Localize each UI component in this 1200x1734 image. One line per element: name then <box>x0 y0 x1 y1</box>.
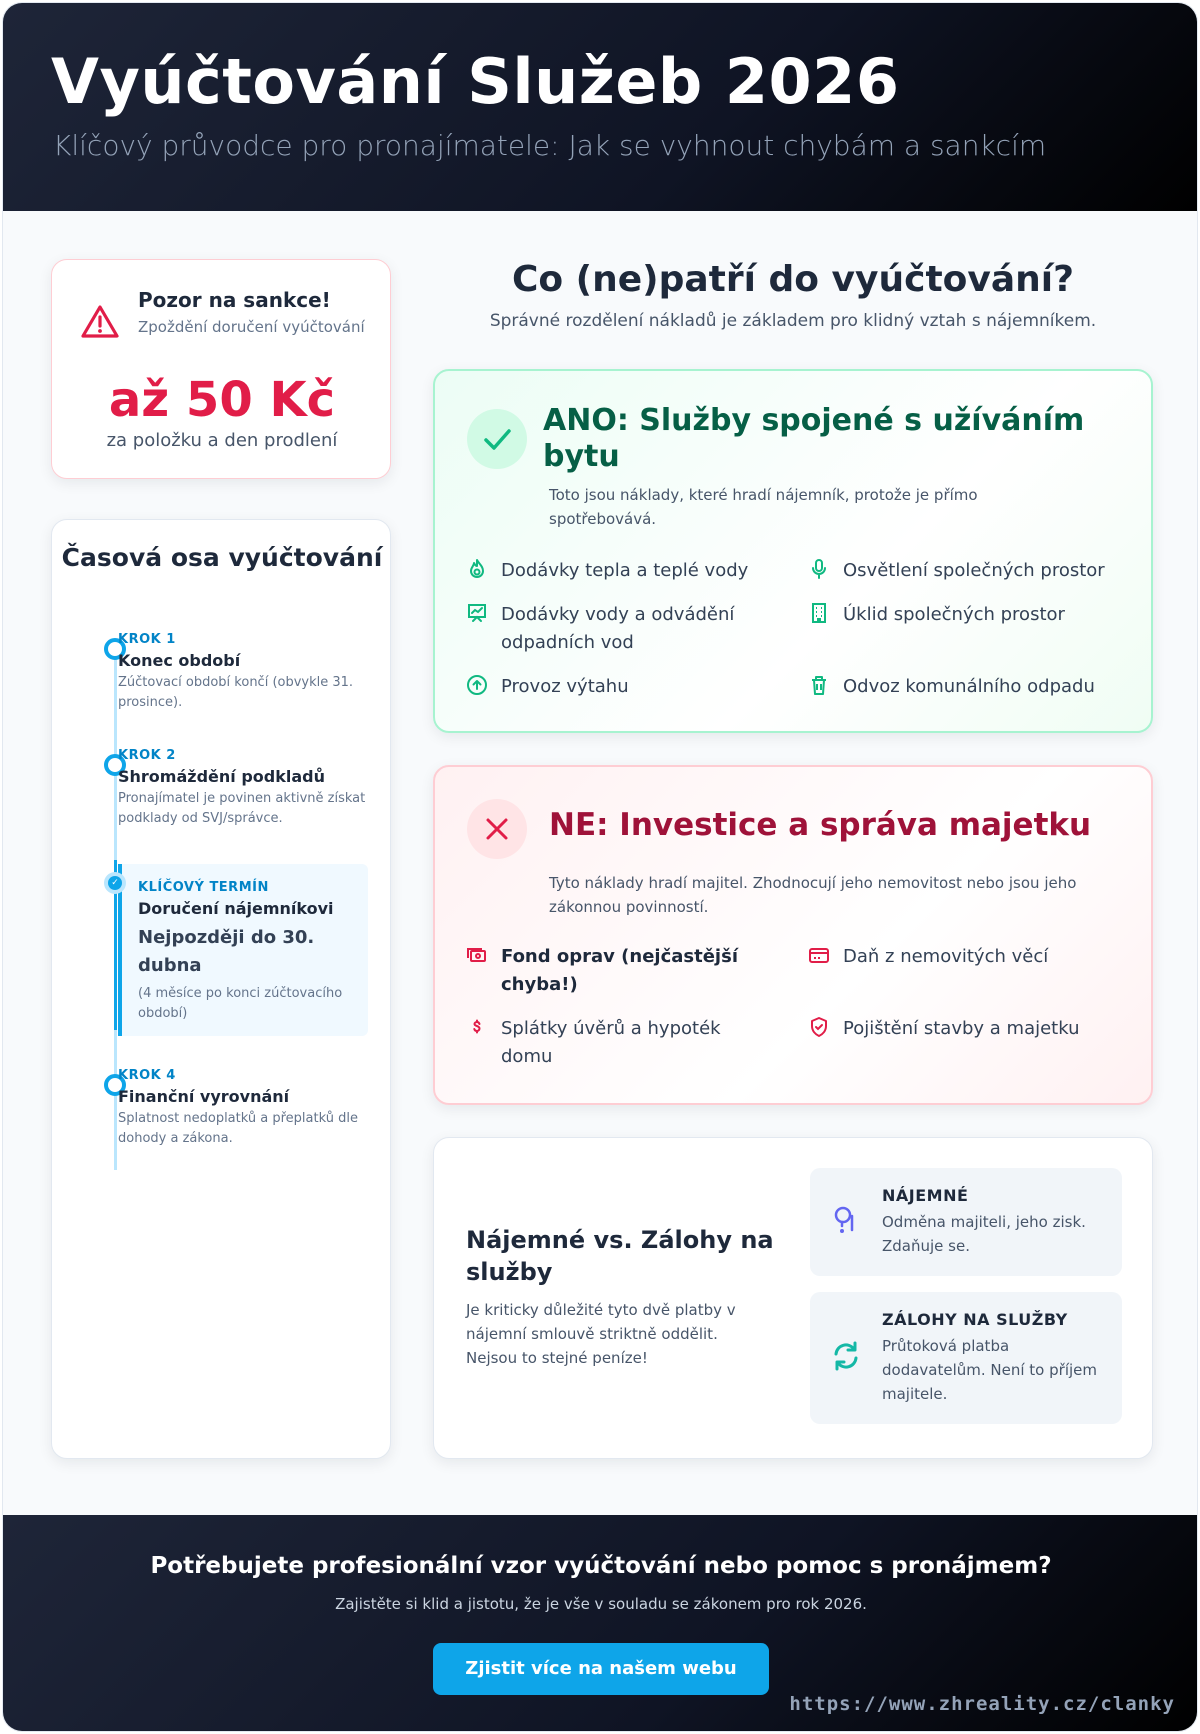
no-item <box>807 1015 1127 1043</box>
flame-icon <box>465 557 489 581</box>
rent-box-description: Odměna majiteli, jeho zisk. Zdaňuje se. <box>882 1213 1086 1255</box>
check-badge <box>467 409 527 469</box>
step-title: Doručení nájemníkovi <box>138 899 334 918</box>
deposits-box-description: Průtoková platba dodavatelům. Není to příjem majitele. <box>882 1337 1097 1403</box>
deposits-box <box>810 1292 1122 1424</box>
yes-description: Toto jsou náklady, které hradí nájemník, protože je přímo spotřebovává. <box>549 486 978 528</box>
section-subtitle: Správné rozdělení nákladů je základem pro klidný vztah s nájemníkem. <box>489 311 1097 331</box>
yes-card <box>433 369 1153 733</box>
timeline-step <box>118 1068 368 1149</box>
check-icon <box>467 409 527 469</box>
footer <box>3 1515 1198 1732</box>
trash-icon <box>807 673 831 697</box>
no-description: Tyto náklady hradí majitel. Zhodnocují jeho nemovitost nebo jsou jeho zákonnou povinností. <box>549 874 1077 916</box>
footer-title: Potřebujete profesionální vzor vyúčtování nebo pomoc s pronájmem? <box>150 1553 1052 1579</box>
timeline-card <box>51 519 391 1459</box>
deadline-highlight: Nejpozději do 30. dubna <box>138 927 315 976</box>
arrow-up-circle-icon <box>465 673 489 697</box>
sanction-card <box>51 259 391 479</box>
key-deadline-box <box>118 864 368 1036</box>
chart-board-icon <box>465 601 489 625</box>
header <box>3 3 1198 211</box>
step-description: Splatnost nedoplatků a přeplatků dle dohody a zákona. <box>118 1111 358 1146</box>
no-item-label: Splátky úvěrů a hypoték domu <box>501 1018 721 1067</box>
yes-item <box>807 601 1127 629</box>
yes-item-label: Dodávky tepla a teplé vody <box>501 560 749 581</box>
timeline-title: Časová osa vyúčtování <box>61 543 383 572</box>
rent-box <box>810 1168 1122 1276</box>
timeline-step <box>118 632 368 713</box>
rent-description: Je kriticky důležité tyto dvě platby v nájemní smlouvě striktně oddělit. Nejsou to stejné peníze! <box>466 1301 736 1367</box>
deposits-box-title: ZÁLOHY NA SLUŽBY <box>882 1310 1068 1329</box>
money-stack-icon <box>465 943 489 967</box>
no-item <box>465 1015 765 1071</box>
close-icon <box>467 799 527 859</box>
yes-item <box>465 601 765 657</box>
step-kicker: KLÍČOVÝ TERMÍN <box>138 880 269 895</box>
no-item <box>807 943 1127 971</box>
step-description: Zúčtovací období končí (obvykle 31. prosince). <box>118 675 354 710</box>
no-item-label: Daň z nemovitých věcí <box>843 946 1049 967</box>
timeline-step <box>118 748 368 829</box>
credit-card-icon <box>807 943 831 967</box>
footer-subtitle: Zajistěte si klid a jistotu, že je vše v souladu se zákonem pro rok 2026. <box>335 1595 867 1613</box>
yes-item-label: Dodávky vody a odvádění odpadních vod <box>501 604 735 653</box>
step-title: Finanční vyrovnání <box>118 1087 290 1106</box>
no-title: NE: Investice a správa majetku <box>549 807 1092 843</box>
no-card <box>433 765 1153 1105</box>
yes-item-label: Provoz výtahu <box>501 676 629 697</box>
dollar-icon <box>465 1015 489 1039</box>
no-item-label: Fond oprav (nejčastější chyba!) <box>501 946 738 995</box>
yes-item-label: Odvoz komunálního odpadu <box>843 676 1095 697</box>
no-item <box>465 943 765 999</box>
step-description: (4 měsíce po konci zúčtovacího období) <box>138 986 343 1021</box>
source-url-link[interactable]: https://www.zhreality.cz/clanky <box>789 1693 1175 1715</box>
sanction-note: za položku a den prodlení <box>106 430 338 451</box>
rent-title: Nájemné vs. Zálohy na služby <box>466 1226 774 1286</box>
rent-box-title: NÁJEMNÉ <box>882 1186 969 1205</box>
infographic-page <box>2 2 1198 1732</box>
warning-triangle-icon <box>80 302 120 342</box>
step-title: Shromáždění podkladů <box>118 767 325 786</box>
learn-more-button[interactable]: Zjistit více na našem webu <box>433 1643 769 1695</box>
yes-item-label: Osvětlení společných prostor <box>843 560 1105 581</box>
yes-item <box>465 557 765 585</box>
microphone-icon <box>807 557 831 581</box>
check-circle-icon: ✓ <box>104 872 126 894</box>
sanction-description: Zpoždění doručení vyúčtování <box>138 318 365 336</box>
step-description: Pronajímatel je povinen aktivně získat podklady od SVJ/správce. <box>118 791 366 826</box>
building-icon <box>807 601 831 625</box>
piggy-key-icon <box>830 1204 862 1236</box>
section-title: Co (ne)patří do vyúčtování? <box>511 259 1075 300</box>
yes-item <box>807 673 1127 701</box>
sanction-title: Pozor na sankce! <box>138 288 331 312</box>
step-kicker: KROK 2 <box>118 748 176 763</box>
refresh-icon <box>830 1340 862 1372</box>
sanction-amount: až 50 Kč <box>108 372 336 428</box>
rent-vs-deposits-card <box>433 1137 1153 1459</box>
yes-item-label: Úklid společných prostor <box>843 604 1065 625</box>
yes-item <box>465 673 765 701</box>
step-kicker: KROK 4 <box>118 1068 176 1083</box>
page-subtitle: Klíčový průvodce pro pronajímatele: Jak se vyhnout chybám a sankcím <box>53 129 1047 162</box>
x-badge <box>467 799 527 859</box>
page-title: Vyúčtování Služeb 2026 <box>51 45 900 118</box>
yes-title: ANO: Služby spojené s užíváním bytu <box>543 403 1085 474</box>
step-kicker: KROK 1 <box>118 632 176 647</box>
step-title: Konec období <box>118 651 241 670</box>
shield-check-icon <box>807 1015 831 1039</box>
yes-item <box>807 557 1127 585</box>
no-item-label: Pojištění stavby a majetku <box>843 1018 1080 1039</box>
